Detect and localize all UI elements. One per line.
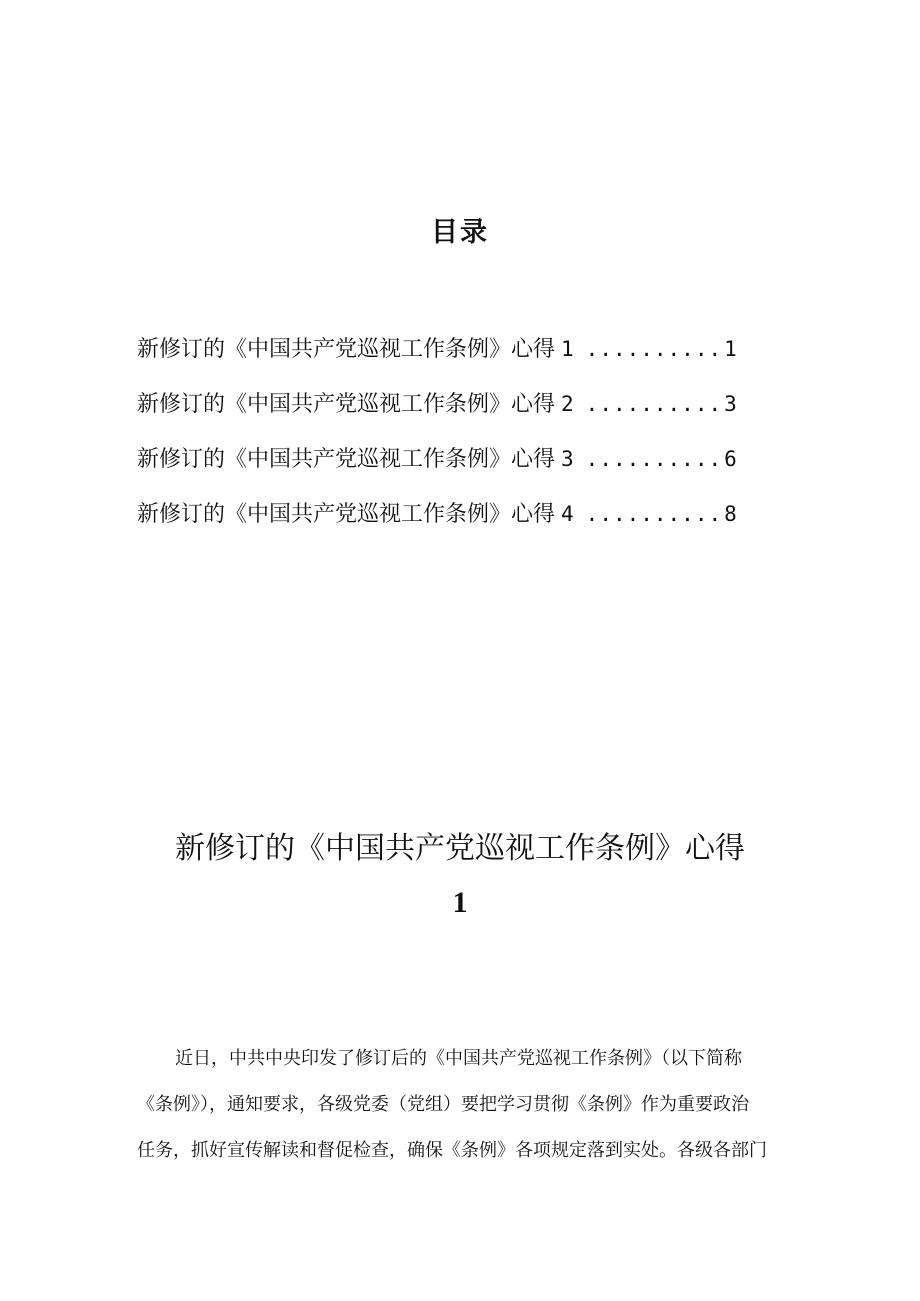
toc-entry-text: 新修订的《中国共产党巡视工作条例》心得 xyxy=(137,447,556,472)
toc-entry-text: 新修订的《中国共产党巡视工作条例》心得 xyxy=(137,337,556,362)
body-line: 《条例》），通知要求，各级党委（党组）要把学习贯彻《条例》作为重要政治 xyxy=(137,1094,749,1115)
toc-entry-number: 3 xyxy=(561,447,574,471)
toc-leader-dots: .......... xyxy=(585,502,723,526)
toc-leader-dots: .......... xyxy=(585,337,723,361)
section-number: 1 xyxy=(452,886,468,919)
toc-list xyxy=(137,330,787,550)
toc-entry[interactable] xyxy=(137,495,787,550)
toc-leader-dots: .......... xyxy=(585,392,723,416)
toc-entry-text: 新修订的《中国共产党巡视工作条例》心得 xyxy=(137,502,556,527)
body-paragraph xyxy=(137,1036,789,1174)
body-line: 任务，抓好宣传解读和督促检查，确保《条例》各项规定落到实处。各级各部门 xyxy=(137,1140,767,1161)
toc-page-number: 6 xyxy=(724,447,737,471)
toc-entry-number: 4 xyxy=(561,502,574,526)
toc-title: 目录 xyxy=(431,217,489,248)
toc-page-number: 8 xyxy=(724,502,737,526)
toc-entry-number: 2 xyxy=(561,392,574,416)
toc-entry-text: 新修订的《中国共产党巡视工作条例》心得 xyxy=(137,392,556,417)
toc-page-number: 3 xyxy=(724,392,737,416)
toc-entry[interactable] xyxy=(137,440,787,495)
toc-entry[interactable] xyxy=(137,330,787,385)
toc-page-number: 1 xyxy=(724,337,737,361)
section-title: 新修订的《中国共产党巡视工作条例》心得 xyxy=(175,831,745,866)
body-line: 近日，中共中央印发了修订后的《中国共产党巡视工作条例》（以下简称 xyxy=(175,1048,742,1069)
toc-leader-dots: .......... xyxy=(585,447,723,471)
toc-entry[interactable] xyxy=(137,385,787,440)
toc-entry-number: 1 xyxy=(561,337,574,361)
